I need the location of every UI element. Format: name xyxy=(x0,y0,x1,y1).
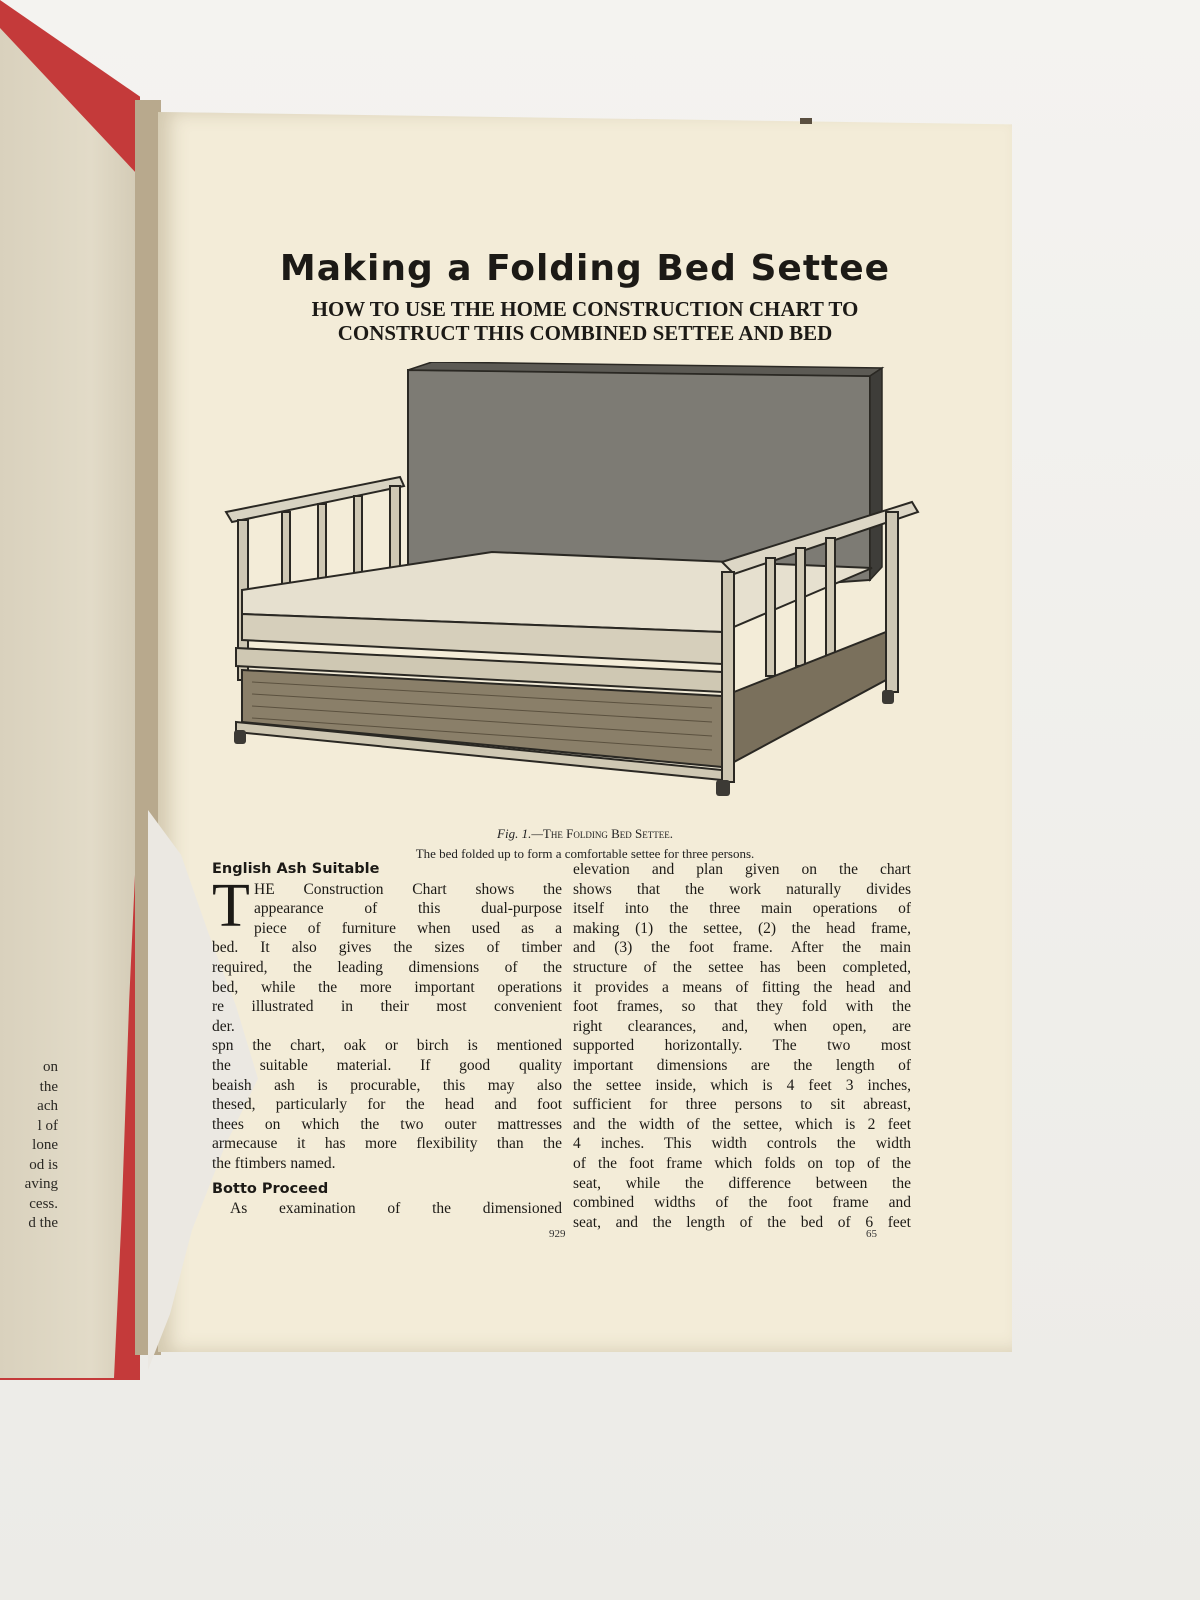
previous-page-fragment: l of xyxy=(37,1117,58,1134)
text-line: As examination of the dimensioned xyxy=(230,1200,562,1218)
text-line: structure of the settee has been completed, xyxy=(573,958,911,976)
figure-label: Fig. 1.— xyxy=(497,826,543,841)
text-line: HE Construction Chart shows the xyxy=(254,880,562,898)
text-line: thesed, particularly for the head and foot xyxy=(212,1096,562,1114)
subtitle-line: HOW TO USE THE HOME CONSTRUCTION CHART TO xyxy=(311,297,859,321)
text-line: and (3) the foot frame. After the main xyxy=(573,939,911,957)
section-heading: English Ash Suitable xyxy=(212,861,380,877)
subtitle-line: CONSTRUCT THIS COMBINED SETTEE AND BED xyxy=(337,321,833,345)
text-line: elevation and plan given on the chart xyxy=(573,861,911,878)
previous-page-fragment: od is xyxy=(29,1156,58,1173)
figure-title: The Folding Bed Settee. xyxy=(542,826,673,841)
text-line: armecause it has more flexibility than the xyxy=(212,1135,562,1153)
text-line: itself into the three main operations of xyxy=(573,900,911,918)
previous-page-text xyxy=(8,1058,58,1234)
previous-page-fragment: aving xyxy=(24,1176,58,1192)
text-line: of the foot frame which folds on top of the xyxy=(573,1154,911,1172)
settee-illustration xyxy=(222,362,926,812)
previous-page-fragment: lone xyxy=(32,1137,58,1153)
text-line: foot frames, so that they fold with the xyxy=(573,998,911,1016)
right-side-panel xyxy=(734,632,886,762)
figure-caption-title xyxy=(158,824,1012,844)
previous-page-fragment: ach xyxy=(37,1098,58,1114)
text-line: bed. It also gives the sizes of timber xyxy=(212,939,562,957)
text-line: the ftimbers named. xyxy=(212,1154,336,1172)
text-line: right clearances, and, when open, are xyxy=(573,1017,911,1035)
section-heading: Botto Proceed xyxy=(212,1180,329,1197)
first-paragraph xyxy=(212,871,562,1174)
text-line: shows that the work naturally divides xyxy=(573,880,911,898)
figure-caption xyxy=(158,824,1012,864)
text-line: the settee inside, which is 4 feet 3 inches, xyxy=(573,1076,911,1094)
text-line: seat, while the difference between the xyxy=(573,1174,911,1192)
text-line: der. xyxy=(212,1017,235,1035)
text-line: re illustrated in their most convenient xyxy=(212,998,562,1016)
page-number-right: 65 xyxy=(866,1228,877,1240)
text-line: the suitable material. If good quality xyxy=(212,1056,562,1074)
drop-cap: T xyxy=(212,871,250,940)
right-column xyxy=(573,860,911,1232)
text-line: supported horizontally. The two most xyxy=(573,1037,911,1055)
text-line: making (1) the settee, (2) the head frame, xyxy=(573,919,911,937)
article-title: Making a Folding Bed Settee xyxy=(279,248,891,289)
previous-page-fragment: on xyxy=(43,1059,58,1075)
left-armrest xyxy=(226,477,404,522)
text-line: and the width of the settee, which is 2 feet xyxy=(573,1115,911,1133)
text-line: appearance of this dual-purpose xyxy=(254,900,562,918)
previous-page-fragment: the xyxy=(39,1078,58,1095)
left-column xyxy=(212,860,562,1219)
text-line: required, the leading dimensions of the xyxy=(212,958,562,976)
previous-page-fragment: d the xyxy=(28,1215,58,1231)
text-line: spn the chart, oak or birch is mentioned xyxy=(212,1037,562,1055)
backrest-side xyxy=(870,368,882,580)
text-line: piece of furniture when used as a xyxy=(254,919,562,937)
article-subtitle xyxy=(158,297,1012,345)
page-mark xyxy=(800,118,812,124)
text-line: beaish ash is procurable, this may also xyxy=(212,1076,562,1094)
previous-page-fragment: cess. xyxy=(29,1195,58,1212)
text-line: 4 inches. This width controls the width xyxy=(573,1135,911,1153)
text-line: bed, while the more important operations xyxy=(212,978,562,996)
text-line: important dimensions are the length of xyxy=(573,1056,911,1074)
text-line: combined widths of the foot frame and xyxy=(573,1194,911,1212)
text-line: seat, and the length of the bed of 6 feet xyxy=(573,1213,911,1231)
text-line: thees on which the two outer mattresses xyxy=(212,1115,562,1133)
page-number-left: 929 xyxy=(549,1228,566,1240)
figure-caption-text: The bed folded up to form a comfortable settee for three persons. xyxy=(415,846,755,861)
text-line: it provides a means of fitting the head and xyxy=(573,978,911,996)
text-line: sufficient for three persons to sit abreast, xyxy=(573,1096,911,1114)
